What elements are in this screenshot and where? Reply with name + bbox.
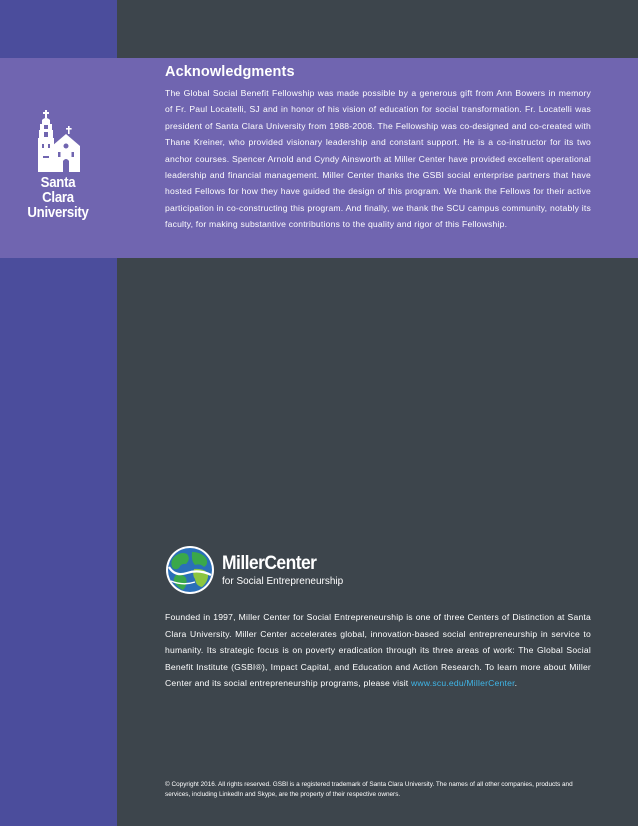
acknowledgments-body: The Global Social Benefit Fellowship was made possible by a generous gift from Ann Bowers in memory of Fr. Paul Locatelli, SJ and in honor of his vision of education for social transformation. Fr. Locatelli was president of Santa Clara University from 1988-2008. The Fellowship was co-designed and co-created with Thane Kreiner, who provided visionary leadership and constant support. He is a co-instructor for its two anchor courses. Spencer Arnold and Cyndy Ainsworth at Miller Center have provided excellent operational leadership and financial management. Miller Center thanks the GSBI social enterprise partners that have hosted Fellows for how they have guided the design of this program. We thank the Fellows for their active participation in co-constructing this program. And finally, we thank the SCU campus community, notably its faculty, for making substantive contributions to the quality and rigor of this Fellowship. — [165, 88, 591, 230]
scu-wordmark-line2: University — [27, 204, 89, 221]
globe-icon — [165, 545, 215, 595]
copyright-notice: © Copyright 2016. All rights reserved. GSBI is a registered trademark of Santa Clara University. The names of all other companies, products and services, including LinkedIn and Skype, are the property of their respective owners. — [165, 781, 573, 798]
scu-wordmark-line1: Santa Clara — [40, 174, 76, 206]
about-section — [165, 609, 591, 692]
miller-center-subtitle: for Social Entrepreneurship — [222, 576, 344, 587]
miller-center-link[interactable]: www.scu.edu/MillerCenter — [411, 678, 515, 689]
miller-center-title: MillerCenter — [222, 553, 317, 574]
mission-church-icon — [36, 110, 80, 172]
scu-logo — [22, 110, 94, 220]
acknowledgments-heading: Acknowledgments — [165, 64, 295, 80]
scu-wordmark — [26, 175, 89, 220]
about-body: Founded in 1997, Miller Center for Social Entrepreneurship is one of three Centers of Distinction at Santa Clara University. Miller Center accelerates global, innovation-based social entrepreneurship in service to humanity. Its strategic focus is on poverty eradication through its three areas of work: The Global Social Benefit Institute (GSBI®), Impact Capital, and Education and Action Research. To learn more about Miller Center and its social entrepreneurship programs, please visit — [165, 612, 591, 689]
acknowledgments-section — [165, 64, 591, 233]
miller-center-logo — [165, 545, 465, 595]
about-end: . — [514, 678, 518, 689]
about-paragraph — [165, 609, 591, 692]
